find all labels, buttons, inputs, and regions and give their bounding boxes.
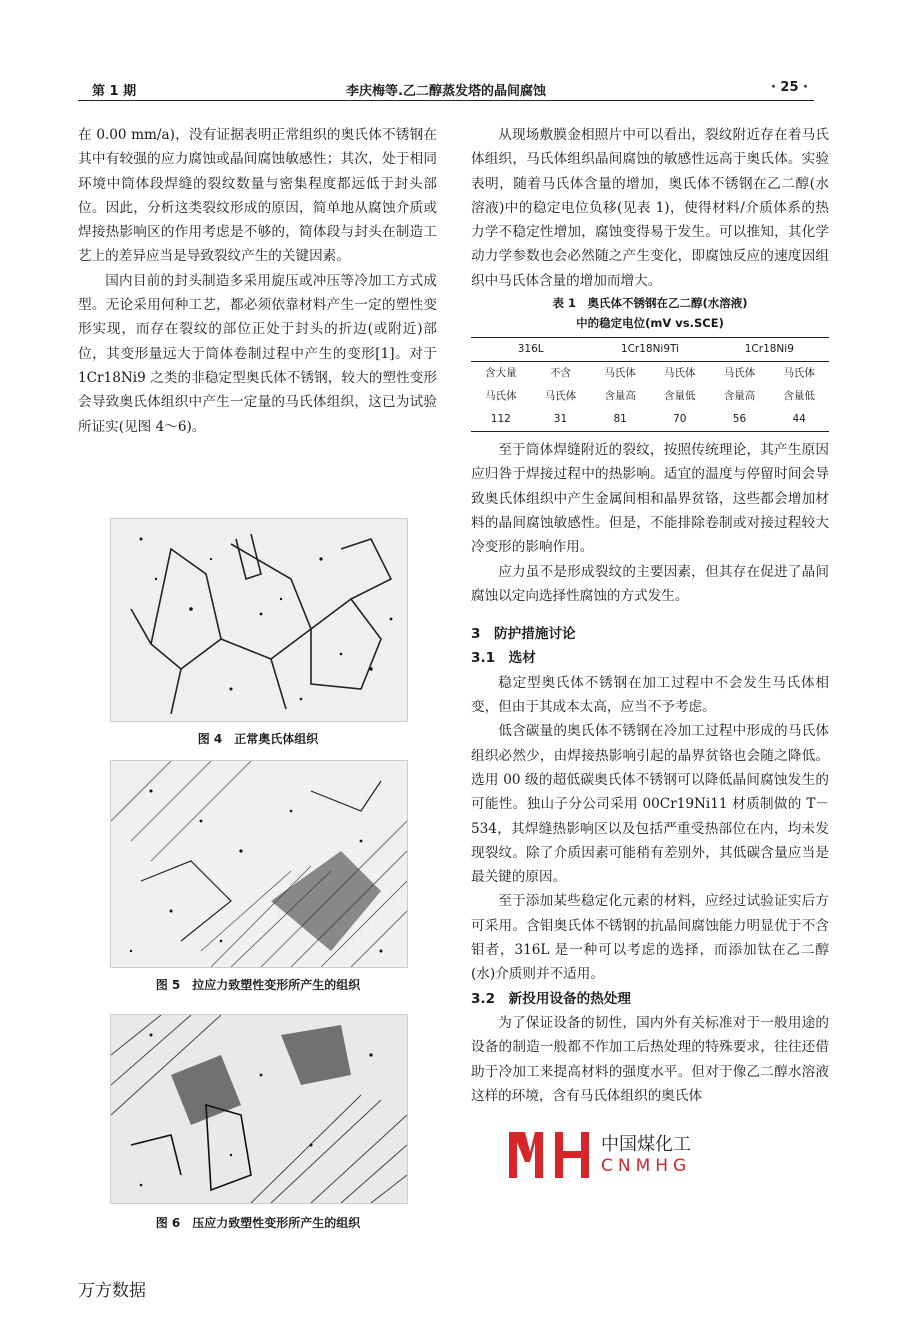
table-group-header: 316L xyxy=(471,338,590,362)
watermark-logo xyxy=(505,1128,717,1184)
figure-4-micrograph xyxy=(110,518,408,722)
paragraph: 为了保证设备的韧性，国内外有关标准对于一般用途的设备的制造一般都不作加工后热处理的特殊要求，往往还借助于冷加工来提高材料的强度水平。但对于像乙二醇水溶液这样的环境，含有马氏体组织的奥氏体 xyxy=(471,1014,829,1104)
table-cell: 含量低 xyxy=(664,390,696,403)
figure-5-caption: 图 5 拉应力致塑性变形所产生的组织 xyxy=(155,978,361,992)
table-cell: 马氏体 xyxy=(485,390,517,403)
figure-6-caption: 图 6 压应力致塑性变形所产生的组织 xyxy=(155,1216,361,1230)
issue-number: 第 1 期 xyxy=(92,84,137,99)
table-cell: 含量高 xyxy=(604,390,636,403)
paragraph: 应力虽不是形成裂纹的主要因素，但其存在促进了晶间腐蚀以定向选择性腐蚀的方式发生。 xyxy=(471,563,829,604)
cnmhg-logo-icon xyxy=(505,1128,597,1182)
table-caption: 表 1 奥氏体不锈钢在乙二醇(水溶液) xyxy=(552,296,748,311)
table-value: 81 xyxy=(590,408,650,432)
subsection-heading: 3.2 新投用设备的热处理 xyxy=(471,990,632,1007)
paragraph: 在 0.00 mm/a)，没有证据表明正常组织的奥氏体不锈钢在其中有较强的应力腐蚀或晶间腐蚀敏感性；其次，处于相同环境中筒体段焊缝的裂纹数量与密集程度都远低于封头部位。因此，分析这类裂纹形成的原因，简单地从腐蚀介质或焊接热影响区的作用考虑是不够的，简体段与封头在制造工艺上的差异应当是导致裂纹产生的关键因素。 xyxy=(78,127,437,265)
paragraph: 至于添加某些稳定化元素的材料，应经过试验证实后方可采用。含钼奥氏体不锈钢的抗晶间腐蚀能力明显优于不含钼者，316L 是一种可以考虑的选择，而添加钛在乙二醇(水)介质则并不适用。 xyxy=(471,893,829,983)
running-header xyxy=(78,78,814,100)
table-value: 44 xyxy=(769,408,829,432)
table-row xyxy=(471,408,829,432)
table-cell: 马氏体 xyxy=(723,367,756,380)
figure-4-caption: 图 4 正常奥氏体组织 xyxy=(197,732,319,746)
subsection-heading: 3.1 选材 xyxy=(471,650,536,667)
table-row xyxy=(471,385,829,408)
table-header-row xyxy=(471,338,829,362)
header-rule xyxy=(78,100,814,101)
footer-source: 万方数据 xyxy=(78,1281,146,1301)
table-cell: 马氏体 xyxy=(544,390,577,403)
figure-5-micrograph xyxy=(110,760,408,968)
paragraph: 从现场敷膜金相照片中可以看出，裂纹附近存在着马氏体组织，马氏体组织晶间腐蚀的敏感性远高于奥氏体。实验表明，随着马氏体含量的增加，奥氏体不锈钢在乙二醇(水溶液)中的稳定电位负移(见表 1)，使得材料/介质体系的热力学不稳定性增加，腐蚀变得易于发生。可以推知，其化学动力学参数也会必然随之产生变化，即腐蚀反应的速度因组织中马氏体含量的增加而增大。 xyxy=(471,127,829,289)
running-title: 李庆梅等.乙二醇蒸发塔的晶间腐蚀 xyxy=(346,84,546,99)
table-cell: 含量高 xyxy=(723,390,756,403)
potential-table xyxy=(471,337,829,432)
watermark-en: CNMHG xyxy=(601,1156,692,1176)
section-heading: 3 防护措施讨论 xyxy=(471,626,576,643)
page-number: · 25 · xyxy=(770,80,808,95)
right-column xyxy=(471,123,829,1108)
paragraph: 稳定型奥氏体不锈钢在加工过程中不会发生马氏体相变，但由于其成本太高，应当不予考虑。 xyxy=(471,674,829,716)
table-value: 31 xyxy=(531,408,591,432)
table-cell: 含量低 xyxy=(783,390,815,403)
paragraph: 低含碳量的奥氏体不锈钢在冷加工过程中形成的马氏体组织必然少，由焊接热影响引起的晶界贫铬也会随之降低。选用 00 级的超低碳奥氏体不锈钢可以降低晶间腐蚀发生的可能性。独山子分公司采用 00Cr19Ni11 材质制做的 T－534，其焊缝热影响区以及包括严重受热部位在内，均未发现裂纹。除了介质因素可能稍有差别外，其低碳含量应当是最关键的原因。 xyxy=(471,723,829,886)
table-row xyxy=(471,362,829,386)
table-group-header: 1Cr18Ni9 xyxy=(710,338,829,362)
paragraph: 至于筒体焊缝附近的裂纹，按照传统理论，其产生原因应归咎于焊接过程中的热影响。适宜的温度与停留时间会导致奥氏体组织中产生金属间相和晶界贫铬，这些都会增加材料的晶间腐蚀敏感性。但是，不能排除卷制或对接过程较大冷变形的影响作用。 xyxy=(471,442,829,556)
table-cell: 马氏体 xyxy=(604,367,636,380)
table-group-header: 1Cr18Ni9Ti xyxy=(590,338,709,362)
table-cell: 不含 xyxy=(549,367,571,380)
table-value: 56 xyxy=(710,408,770,432)
figure-6-micrograph xyxy=(110,1014,408,1204)
left-column xyxy=(78,123,437,439)
table-value: 70 xyxy=(650,408,710,432)
watermark-cn: 中国煤化工 xyxy=(601,1130,691,1156)
table-cell: 含大量 xyxy=(485,367,517,380)
table-value: 112 xyxy=(471,408,531,432)
table-caption-unit: 中的稳定电位(mV vs.SCE) xyxy=(576,316,724,331)
table-cell: 马氏体 xyxy=(783,367,815,380)
paragraph: 国内目前的封头制造多采用旋压或冲压等冷加工方式成型。无论采用何种工艺，都必须依靠材料产生一定的塑性变形实现，而存在裂纹的部位正处于封头的折边(或附近)部位，其变形量远大于筒体卷制过程中产生的变形[1]。对于 1Cr18Ni9 之类的非稳定型奥氏体不锈钢，较大的塑性变形会导致奥氏体组织中产生一定量的马氏体组织，这已为试验所证实(见图 4～6)。 xyxy=(78,272,437,435)
table-cell: 马氏体 xyxy=(664,367,696,380)
